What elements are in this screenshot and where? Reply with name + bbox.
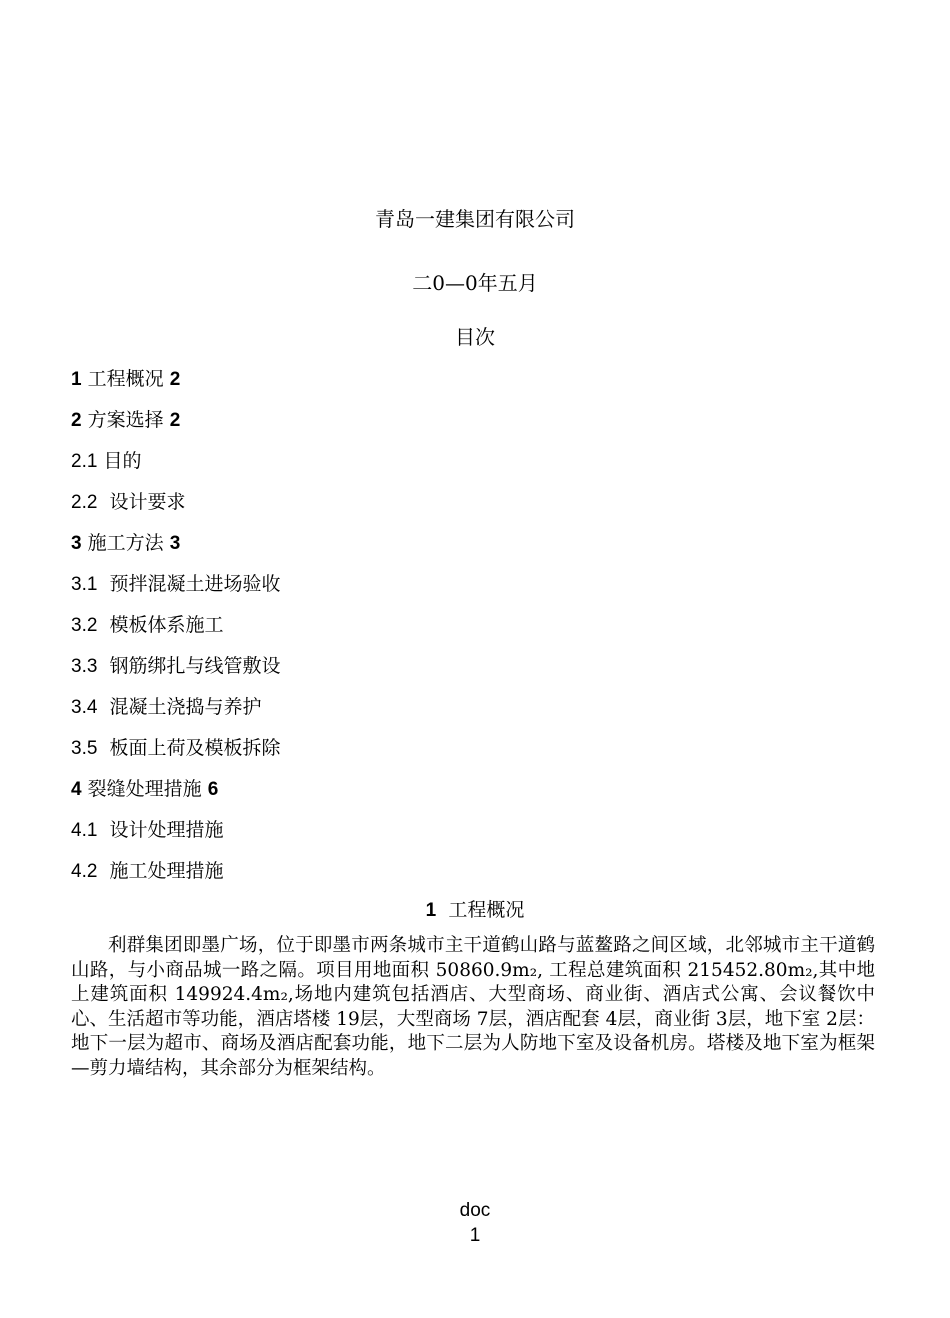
toc-item-number: 3 <box>71 533 82 554</box>
section-title: 工程概况 <box>448 899 525 921</box>
toc-item-title: 施工处理措施 <box>109 860 224 882</box>
toc-item[interactable] <box>71 859 871 900</box>
toc-item-number: 4.1 <box>71 820 98 841</box>
toc-item[interactable] <box>71 367 871 408</box>
section-heading <box>0 898 950 923</box>
toc-item-title: 方案选择 <box>87 409 164 431</box>
toc-item[interactable] <box>71 695 871 736</box>
toc-item-title: 施工方法 <box>87 532 164 554</box>
document-date: 二0—0年五月 <box>412 271 538 295</box>
toc-item-title: 设计处理措施 <box>109 819 224 841</box>
section-number: 1 <box>425 900 437 921</box>
toc-item[interactable] <box>71 531 871 572</box>
toc-item-title: 板面上荷及模板拆除 <box>109 737 281 759</box>
toc-item[interactable] <box>71 449 871 490</box>
toc-item-page: 2 <box>169 410 181 431</box>
toc-item-title: 钢筋绑扎与线管敷设 <box>109 655 281 677</box>
toc-item-page: 2 <box>169 369 181 390</box>
toc-item-number: 3.3 <box>71 656 98 677</box>
toc-item-title: 工程概况 <box>87 368 164 390</box>
toc-item-number: 4.2 <box>71 861 98 882</box>
toc-item[interactable] <box>71 613 871 654</box>
toc-item[interactable] <box>71 490 871 531</box>
toc-item[interactable] <box>71 818 871 859</box>
section-paragraph: 利群集团即墨广场，位于即墨市两条城市主干道鹤山路与蓝鳌路之间区域，北邻城市主干道鹤山路，与小商品城一路之隔。项目用地面积 50860.9m₂, 工程总建筑面积 215452.80m₂,其中地上建筑面积 149924.4m₂,场地内建筑包括酒店、大型商场、商业街、酒店式公寓、会议餐饮中心、生活超市等功能，酒店塔楼 19层，大型商场 7层，酒店配套 4层，商业街 3层，地下室 2层：地下一层为超市、商场及酒店配套功能，地下二层为人防地下室及设备机房。塔楼及地下室为框架—剪力墙结构，其余部分为框架结构。 <box>71 935 875 1079</box>
toc-item[interactable] <box>71 777 871 818</box>
toc-item[interactable] <box>71 572 871 613</box>
toc-item-title: 模板体系施工 <box>109 614 224 636</box>
toc-item-title: 设计要求 <box>109 491 186 513</box>
toc-title: 目次 <box>455 325 495 349</box>
toc-item-page: 3 <box>169 533 181 554</box>
toc-item-number: 4 <box>71 779 82 800</box>
toc-item-number: 1 <box>71 369 82 390</box>
toc-item[interactable] <box>71 654 871 695</box>
toc-item-number: 2.2 <box>71 492 98 513</box>
toc-item-number: 3.5 <box>71 738 98 759</box>
toc-item[interactable] <box>71 408 871 449</box>
page-footer <box>0 1198 950 1248</box>
toc-item-number: 3.4 <box>71 697 98 718</box>
toc-item-number: 2.1 <box>71 451 98 472</box>
toc-item-title: 混凝土浇捣与养护 <box>109 696 262 718</box>
footer-label: doc <box>459 1200 491 1221</box>
page-number: 1 <box>469 1225 481 1246</box>
toc-item-title: 目的 <box>103 450 142 472</box>
toc-item-page: 6 <box>207 779 219 800</box>
company-name: 青岛一建集团有限公司 <box>375 207 575 231</box>
toc-item-title: 预拌混凝土进场验收 <box>109 573 281 595</box>
toc-item-title: 裂缝处理措施 <box>87 778 202 800</box>
table-of-contents <box>71 367 871 900</box>
toc-item-number: 3.1 <box>71 574 98 595</box>
toc-item-number: 2 <box>71 410 82 431</box>
toc-item-number: 3.2 <box>71 615 98 636</box>
toc-item[interactable] <box>71 736 871 777</box>
